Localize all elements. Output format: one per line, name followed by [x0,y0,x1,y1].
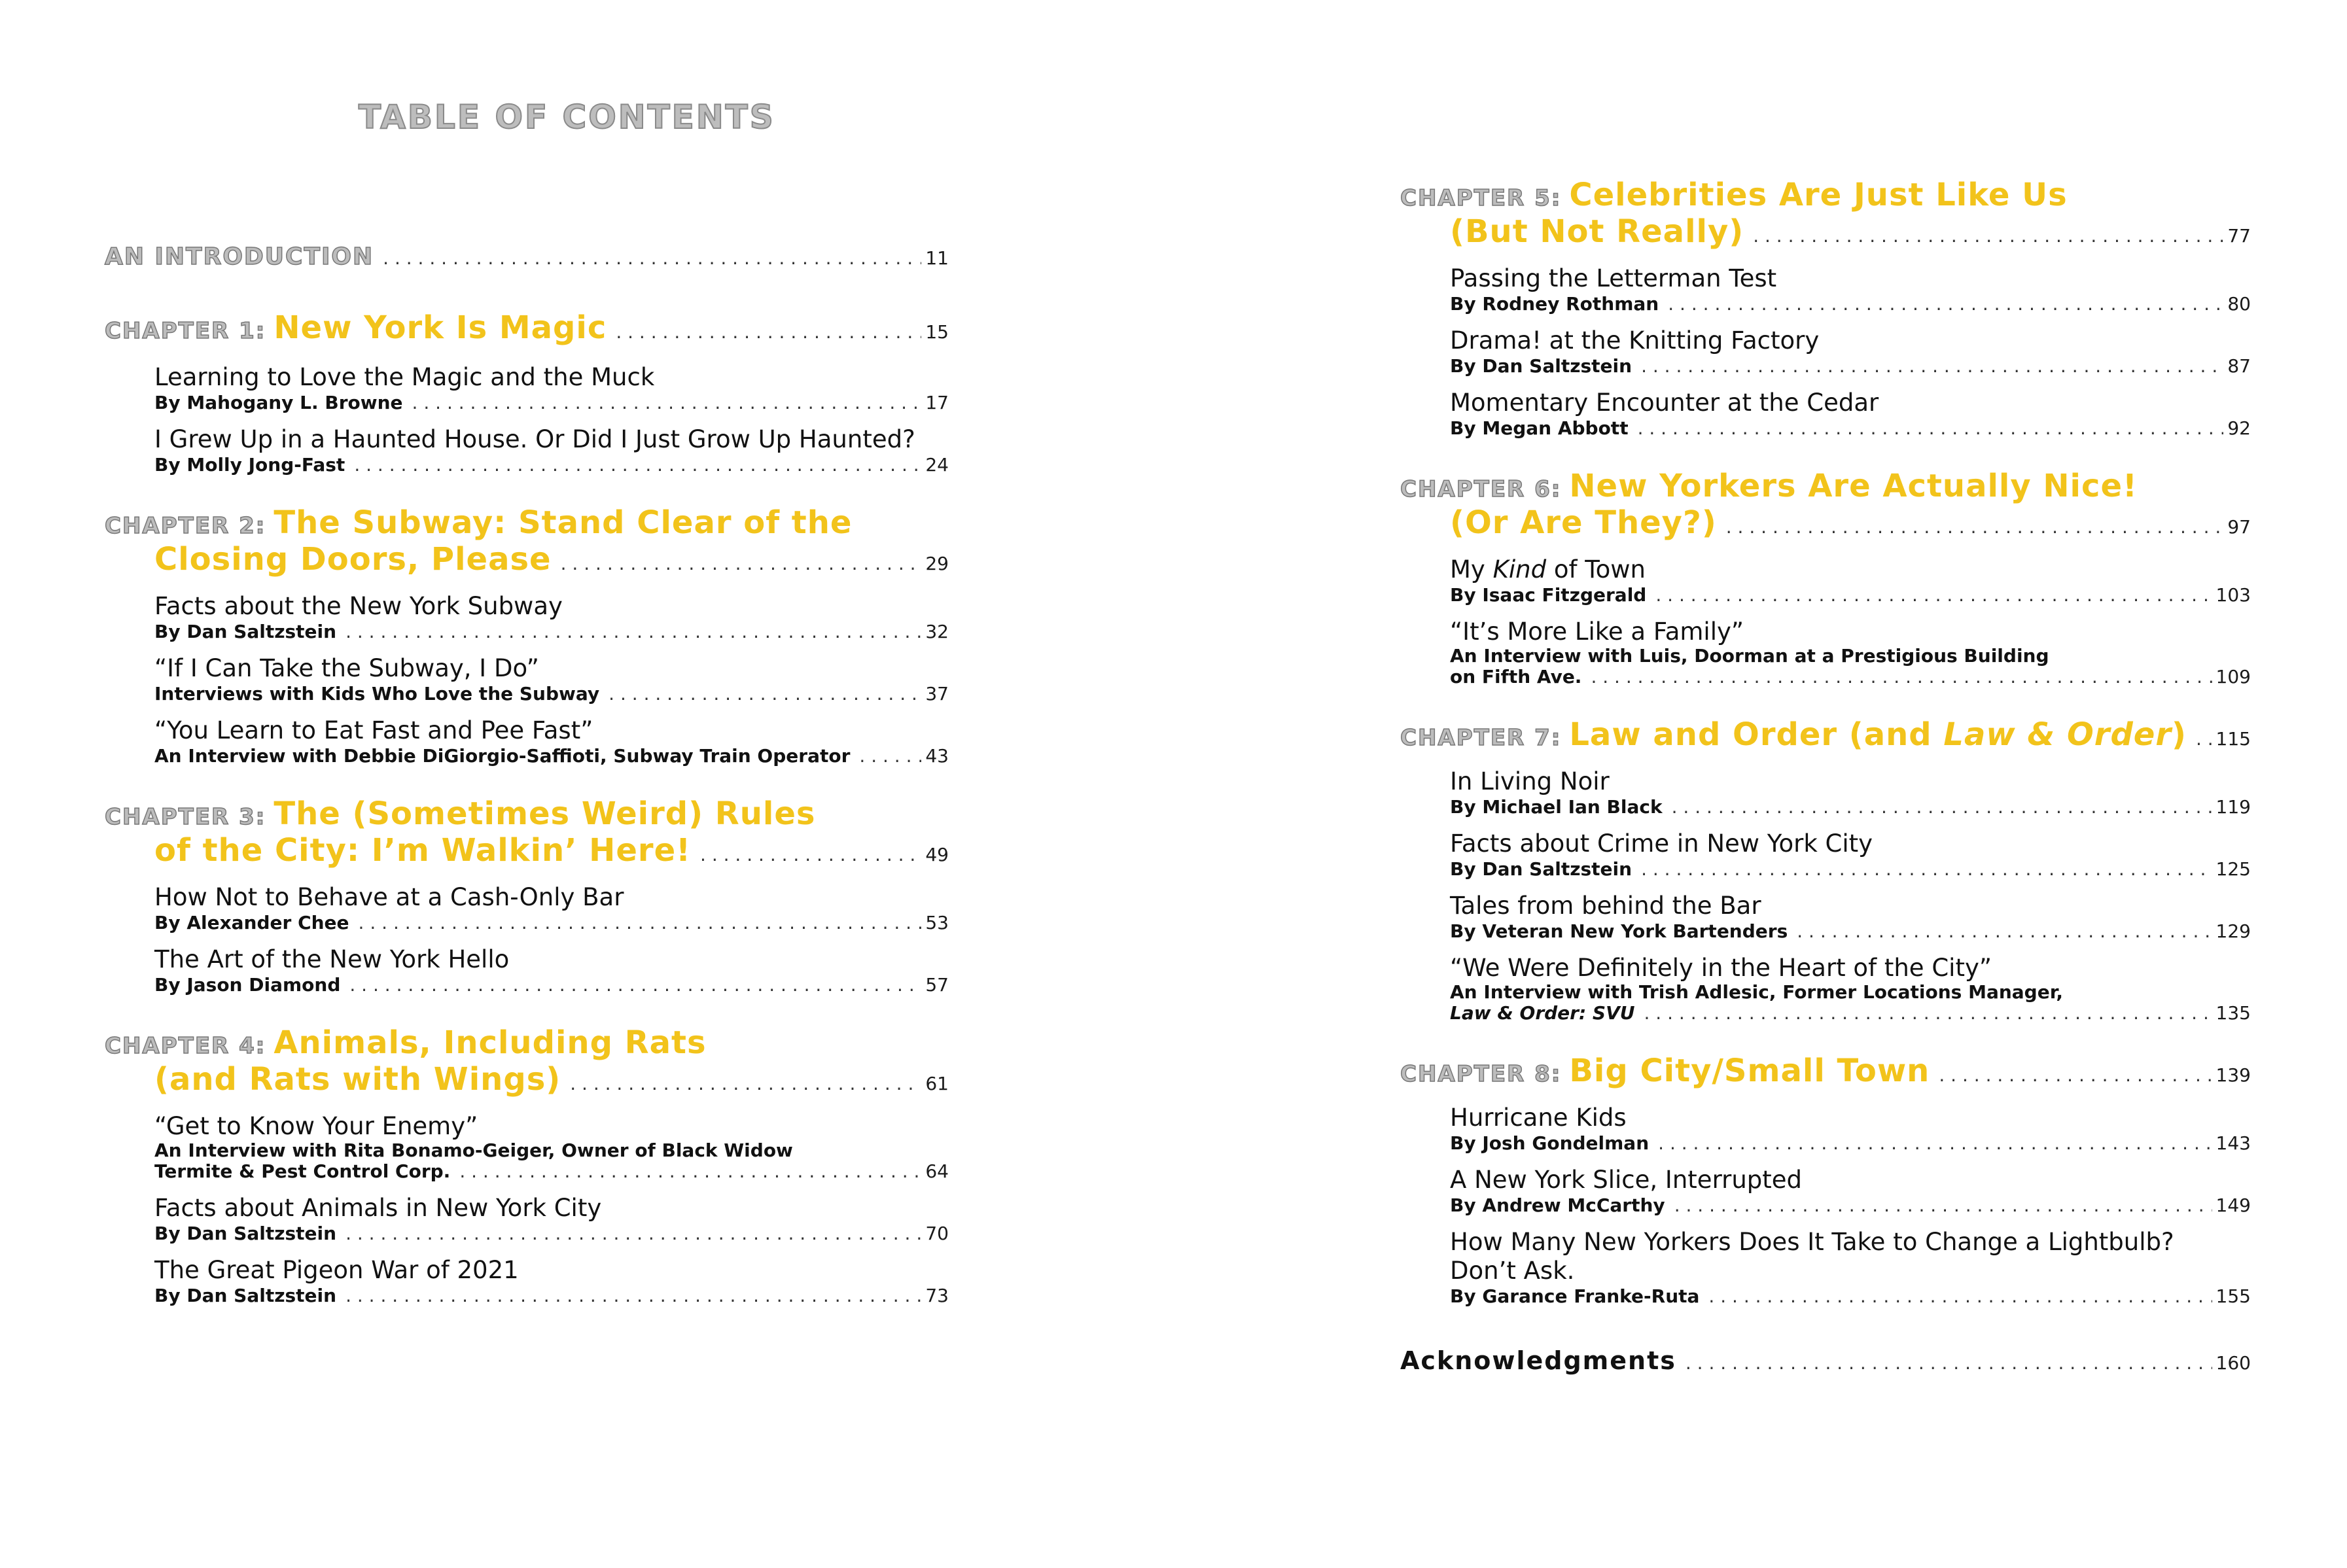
essay-title: “You Learn to Eat Fast and Pee Fast” [154,716,593,744]
page-number: 32 [925,621,949,642]
page-number: 15 [925,321,949,343]
essay-entry[interactable] [105,1112,949,1182]
page-number: 155 [2215,1285,2251,1307]
page-number: 11 [925,247,949,269]
essay-entry[interactable] [1400,264,2251,315]
chapter-4[interactable] [105,1024,949,1098]
page-number: 17 [925,392,949,413]
essay-author-line1: An Interview with Trish Adlesic, Former Locations Manager, [1450,981,2064,1003]
chapter-title: New York Is Magic [274,309,607,346]
page-number: 143 [2215,1132,2251,1154]
page-number: 24 [925,454,949,476]
page-number: 103 [2215,584,2251,606]
page-number: 129 [2215,920,2251,942]
essay-entry[interactable] [105,1194,949,1244]
essay-author: By Michael Ian Black [1450,796,1663,818]
essay-entry[interactable] [105,883,949,933]
dot-leader [383,247,921,269]
essay-entry[interactable] [1400,326,2251,377]
page-number: 87 [2227,355,2251,377]
page-number: 57 [925,974,949,996]
essay-author: By Andrew McCarthy [1450,1194,1665,1216]
essay-entry[interactable] [1400,1166,2251,1216]
page-number: 43 [925,745,949,767]
page-number: 61 [925,1073,949,1094]
essay-title: Learning to Love the Magic and the Muck [154,363,655,391]
essay-author: By Dan Saltzstein [154,1223,337,1244]
toc-entry-introduction[interactable] [105,243,949,270]
essay-entry[interactable] [1400,767,2251,818]
dot-leader [859,745,921,767]
dot-leader [1658,1132,2212,1154]
page-title: TABLE OF CONTENTS [359,98,775,136]
essay-author: An Interview with Debbie DiGiorgio-Saffioti, Subway Train Operator [154,745,851,767]
essay-author: Termite & Pest Control Corp. [154,1160,451,1182]
chapter-5[interactable] [1400,177,2251,250]
essay-author: By Dan Saltzstein [154,621,337,642]
page-number: 92 [2227,417,2251,439]
essay-title: “We Were Definitely in the Heart of the City” [1450,954,1992,982]
essay-author: By Dan Saltzstein [1450,355,1632,377]
chapter-1[interactable] [105,309,949,346]
dot-leader [1797,920,2212,942]
dot-leader [345,1285,921,1306]
essay-author: By Garance Franke-Ruta [1450,1285,1700,1307]
page-number: 139 [2215,1064,2251,1086]
essay-author: Interviews with Kids Who Love the Subway [154,683,600,705]
essay-author: By Josh Gondelman [1450,1132,1650,1154]
dot-leader [1726,516,2224,538]
chapter-title-line2: of the City: I’m Walkin’ Here! [154,832,692,869]
page-number: 73 [925,1285,949,1306]
page-number: 115 [2215,728,2251,750]
essay-title: Tales from behind the Bar [1450,892,1761,920]
essay-title: “It’s More Like a Family” [1450,618,1744,646]
entry-label: AN INTRODUCTION [105,243,374,270]
essay-author: By Molly Jong-Fast [154,454,345,476]
essay-author: By Jason Diamond [154,974,341,996]
essay-entry[interactable] [1400,954,2251,1024]
essay-author-line1: An Interview with Luis, Doorman at a Prestigious Building [1450,645,2049,667]
chapter-6[interactable] [1400,468,2251,541]
dot-leader [1655,584,2212,606]
chapter-title-line2: Closing Doors, Please [154,541,552,578]
page-number: 97 [2227,516,2251,538]
essay-title: Hurricane Kids [1450,1104,1627,1132]
page-number: 135 [2215,1002,2251,1024]
dot-leader [354,454,921,476]
dot-leader [345,1223,921,1244]
chapter-label: CHAPTER 6: [1400,476,1562,502]
essay-author: By Veteran New York Bartenders [1450,920,1788,942]
chapter-label: CHAPTER 2: [105,513,266,539]
dot-leader [345,621,921,642]
chapter-title: The Subway: Stand Clear of the [274,504,853,541]
essay-author-line1: An Interview with Rita Bonamo-Geiger, Owner of Black Widow [154,1140,793,1161]
essay-entry[interactable] [105,1256,949,1306]
essay-title: Drama! at the Knitting Factory [1450,326,1820,355]
dot-leader [1939,1064,2212,1086]
essay-author: By Dan Saltzstein [154,1285,337,1306]
page-number: 53 [925,912,949,933]
dot-leader [1644,1002,2212,1024]
chapter-title: New Yorkers Are Actually Nice! [1569,468,2138,504]
chapter-title: Law and Order (and Law & Order) [1569,716,2187,753]
chapter-title-line2: (Or Are They?) [1450,504,1717,541]
essay-author: By Isaac Fitzgerald [1450,584,1647,606]
dot-leader [561,553,922,574]
essay-entry[interactable] [105,425,949,476]
essay-author: By Rodney Rothman [1450,293,1659,315]
essay-author: By Dan Saltzstein [1450,858,1632,880]
dot-leader [1668,293,2223,315]
essay-title: How Not to Behave at a Cash-Only Bar [154,883,624,911]
page-number: 109 [2215,666,2251,688]
chapter-2[interactable] [105,504,949,578]
essay-entry[interactable] [1400,555,2251,606]
essay-entry[interactable] [105,654,949,705]
page-number: 70 [925,1223,949,1244]
chapter-title: The (Sometimes Weird) Rules [274,795,816,832]
essay-entry[interactable] [1400,618,2251,688]
essay-title: How Many New Yorkers Does It Take to Change a Lightbulb? [1450,1228,2174,1256]
essay-title: “Get to Know Your Enemy” [154,1112,478,1140]
dot-leader [1641,858,2212,880]
dot-leader [1685,1352,2212,1374]
essay-entry[interactable] [105,363,949,413]
dot-leader [1641,355,2223,377]
chapter-7[interactable] [1400,716,2251,753]
dot-leader [570,1073,921,1094]
essay-title: My Kind of Town [1450,555,1646,584]
essay-title: A New York Slice, Interrupted [1450,1166,1803,1194]
page-number: 80 [2227,293,2251,315]
chapter-3[interactable] [105,795,949,869]
essay-author: By Alexander Chee [154,912,349,933]
left-column [105,98,949,1306]
essay-title: In Living Noir [1450,767,1610,795]
toc-entry-acknowledgments[interactable] [1400,1346,2251,1375]
essay-entry[interactable] [1400,389,2251,439]
chapter-label: CHAPTER 1: [105,318,266,344]
essay-title: The Great Pigeon War of 2021 [154,1256,519,1284]
chapter-title: Animals, Including Rats [274,1024,707,1061]
essay-entry[interactable] [1400,892,2251,942]
dot-leader [1708,1285,2212,1307]
chapter-label: CHAPTER 8: [1400,1061,1562,1087]
dot-leader [1591,666,2212,688]
entry-label: Acknowledgments [1400,1346,1676,1375]
page-number: 149 [2215,1194,2251,1216]
dot-leader [609,683,921,705]
chapter-title-line2: (But Not Really) [1450,213,1744,250]
page-number: 64 [925,1160,949,1182]
essay-title: Passing the Letterman Test [1450,264,1777,292]
essay-title: Momentary Encounter at the Cedar [1450,389,1879,417]
chapter-label: CHAPTER 7: [1400,725,1562,751]
dot-leader [1674,1194,2212,1216]
essay-author: on Fifth Ave. [1450,666,1582,688]
essay-entry[interactable] [105,945,949,996]
dot-leader [459,1160,921,1182]
page-number: 119 [2215,796,2251,818]
page-number: 29 [925,553,949,574]
essay-title-line2: Don’t Ask. [1450,1257,1575,1285]
essay-entry[interactable] [105,592,949,642]
chapter-title: Big City/Small Town [1569,1053,1930,1089]
essay-author: Law & Order: SVU [1450,1002,1635,1024]
page-number: 125 [2215,858,2251,880]
chapter-label: CHAPTER 4: [105,1033,266,1059]
right-column [1400,177,2251,1375]
essay-entry[interactable] [1400,1104,2251,1154]
dot-leader [359,912,922,933]
essay-entry[interactable] [105,716,949,767]
dot-leader [349,974,921,996]
essay-title: I Grew Up in a Haunted House. Or Did I Just Grow Up Haunted? [154,425,915,453]
dot-leader [700,844,921,865]
dot-leader [1753,225,2223,247]
essay-title: Facts about Animals in New York City [154,1194,602,1222]
page-number: 49 [925,844,949,865]
chapter-title-line2: (and Rats with Wings) [154,1061,561,1098]
dot-leader [616,321,921,343]
page-number: 160 [2215,1352,2251,1374]
chapter-title: Celebrities Are Just Like Us [1569,177,2068,213]
essay-entry[interactable] [1400,829,2251,880]
dot-leader [2196,728,2212,750]
chapter-8[interactable] [1400,1053,2251,1089]
dot-leader [1638,417,2224,439]
essay-author: By Megan Abbott [1450,417,1629,439]
essay-title: The Art of the New York Hello [154,945,510,973]
essay-title: Facts about the New York Subway [154,592,563,620]
essay-entry[interactable] [1400,1228,2251,1307]
essay-author: By Mahogany L. Browne [154,392,403,413]
essay-title: Facts about Crime in New York City [1450,829,1873,858]
page-number: 37 [925,683,949,705]
chapter-label: CHAPTER 3: [105,804,266,830]
essay-title: “If I Can Take the Subway, I Do” [154,654,539,682]
dot-leader [1672,796,2212,818]
page-number: 77 [2227,225,2251,247]
chapter-label: CHAPTER 5: [1400,185,1562,211]
dot-leader [412,392,922,413]
